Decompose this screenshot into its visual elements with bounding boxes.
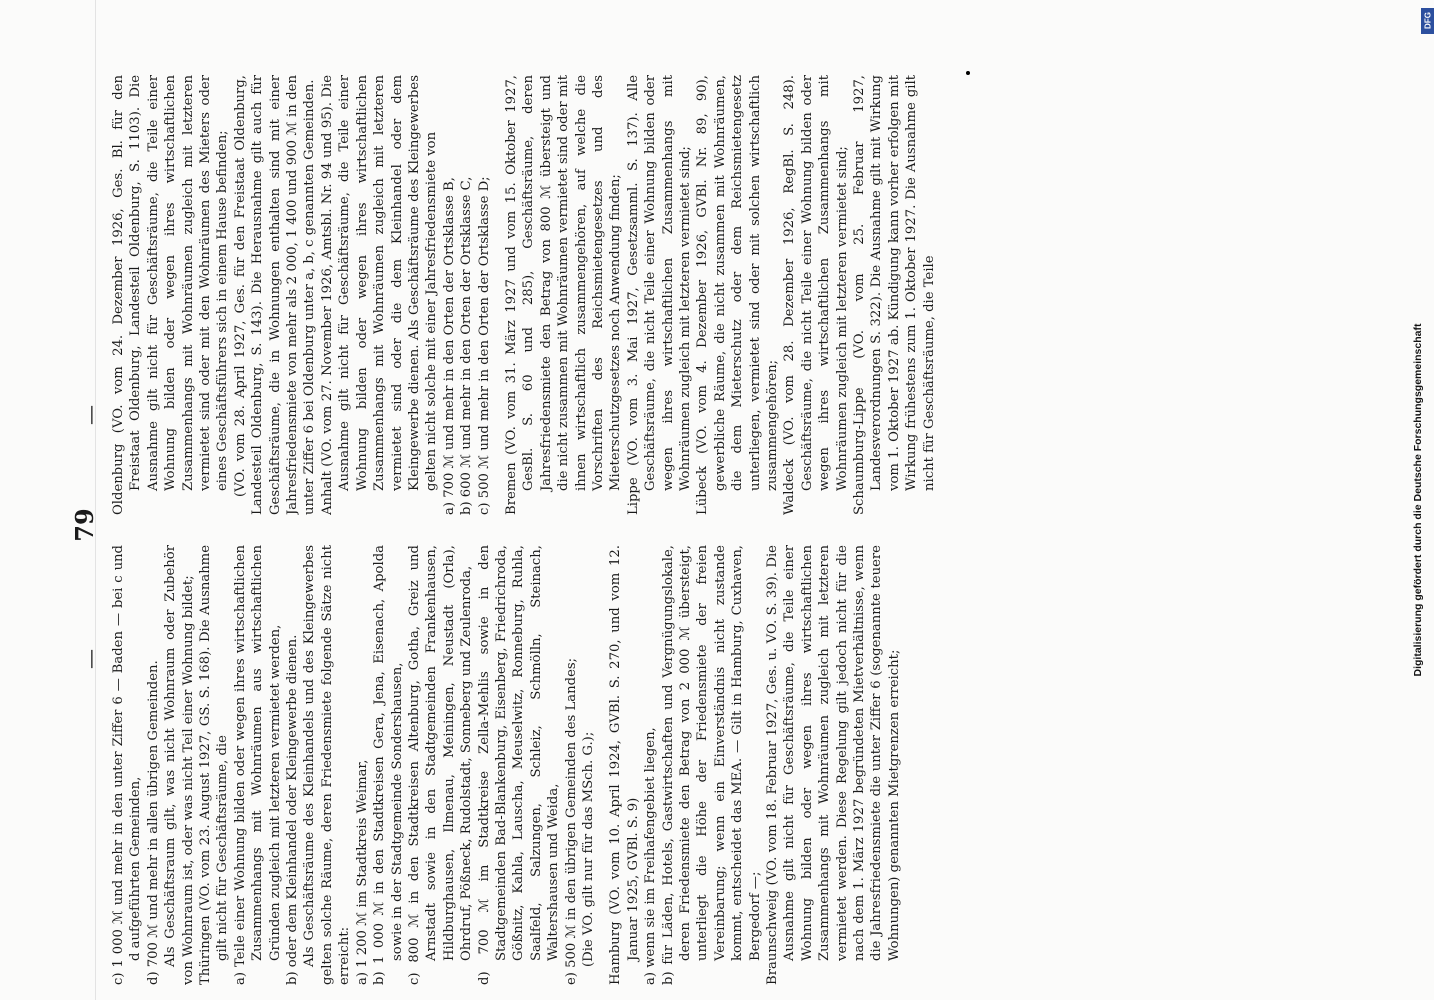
list-item-d-zella-mehlis: d) 700 ℳ im Stadtkreise Zella-Mehlis sowie in den Stadtgemeinden Bad-Blankenburg, Eisenberg, Friedrichroda, Gößnitz, Kahla, Lauscha, Meuselwitz, Ronneburg, Ruhla, Saalfeld, Salzungen, Schleiz, Schmölln, Steinach, Waltershausen und Weida, bbox=[476, 545, 562, 985]
dfg-logo-text: DFG bbox=[1423, 12, 1433, 29]
left-text-column bbox=[110, 545, 1295, 985]
list-item-b-ortsklasse-c: b) 600 ℳ und mehr in den Orten der Ortsklasse C, bbox=[459, 176, 475, 515]
list-item-b-thueringen: b) oder dem Kleinhandel oder Kleingewerbe dienen. bbox=[285, 634, 301, 985]
paragraph-oldenburg: Oldenburg (VO. vom 24. Dezember 1926, Ges. Bl. für den Freistaat Oldenburg, Landesteil Oldenburg, S. 1103). Die Ausnahme gilt nicht für Geschäftsräume, die Teile einer Wohnung bilden oder wegen ihres wirtschaftlichen Zusammenhangs mit Wohnräumen zugleich mit letzteren vermietet sind oder mit den Wohnräumen des Mieters oder eines Geschäftsführers sich in einem Hause befinden; bbox=[111, 75, 231, 515]
list-item-b-laeden-hotels: b) für Läden, Hotels, Gastwirtschaften und Vergnügungslokale, deren Friedensmiete den Betrag von 2 000 ℳ übersteigt, unterliegt die Höhe der Friedensmiete der freien Vereinbarung; wenn ein Einverständnis nicht zustande kommt, entscheidet das MEA. — Gilt in Hamburg, Cuxhaven, Bergedorf —; bbox=[660, 545, 763, 985]
rotated-page-content bbox=[70, 65, 1300, 985]
paragraph-msch-note: (Die VO. gilt nur für das MSch. G.); bbox=[580, 731, 596, 967]
paragraph-kleinhandel: Als Geschäftsräume des Kleinhandels und des Kleingewerbes gelten solche Räume, deren Friedensmiete folgende Sätze nicht erreicht: bbox=[302, 545, 353, 985]
paragraph-waldeck: Waldeck (VO. vom 28. Dezember 1926, RegBl. S. 248). Geschäftsräume, die nicht Teile einer Wohnung bilden oder wegen ihres wirtschaftlichen Zusammenhangs mit Wohnräumen zugleich mit letzteren vermietet sind; bbox=[782, 75, 850, 515]
right-text-column bbox=[110, 75, 1295, 515]
page-number: 79 bbox=[70, 508, 99, 542]
paragraph-luebeck: Lübeck (VO. vom 4. Dezember 1926, GVBl. Nr. 89, 90), gewerbliche Räume, die nicht zusammen mit Wohnräumen, die dem Mieterschutz oder dem Reichsmietengesetz unterliegen, vermietet sind oder mit solchen wirtschaftlich zusammengehören; bbox=[695, 75, 781, 515]
list-item-a-weimar: a) 1 200 ℳ im Stadtkreis Weimar, bbox=[354, 759, 370, 985]
list-item-a-freihafen: a) wenn sie im Freihafengebiet liegen, bbox=[643, 727, 659, 985]
list-item-c-ortsklasse-d: c) 500 ℳ und mehr in den Orten der Ortsklasse D; bbox=[476, 176, 492, 515]
paragraph-schaumburg-lippe: Schaumburg-Lippe (VO. vom 25. Februar 1927, Landesverordnungen S. 322). Die Ausnahme gilt mit Wirkung vom 1. Oktober 1927 ab. Kündigung kann vorher erfolgen mit Wirkung frühestens zum 1. Oktober 1927. Die Ausnahme gilt nicht für Geschäftsräume, die Teile bbox=[852, 75, 937, 515]
paragraph-thueringen: Thüringen (VO. vom 23. August 1927, GS. S. 168). Die Ausnahme gilt nicht für Geschäftsräume, die bbox=[198, 545, 231, 985]
list-item-b-gera-jena: b) 1 000 ℳ in den Stadtkreisen Gera, Jena, Eisenach, Apolda sowie in der Stadtgemeinde Sondershausen, bbox=[372, 545, 405, 985]
paragraph-oldenburg-april: (VO. vom 28. April 1927, Ges. für den Freistaat Oldenburg, Landesteil Oldenburg, S. 143). Die Herausnahme gilt auch für Geschäftsräume, die in Wohnungen enthalten sind mit einer Jahresfriedensmiete von mehr als 2 000, 1 400 und 900 ℳ in den unter Ziffer 6 bei Oldenburg unter a, b, c genannten Gemeinden. bbox=[232, 75, 318, 515]
page-header bbox=[70, 65, 110, 985]
paragraph-bremen: Bremen (VO. vom 31. März 1927 und vom 15. Oktober 1927, GesBl. S. 60 und 285), Geschäftsräume, deren Jahresfriedensmiete den Betrag von 800 ℳ übersteigt und die nicht zusammen mit Wohnräumen vermietet sind oder mit ihnen wirtschaftlich zusammengehören, auf welche die Vorschriften des Reichsmietengesetzes und des Mieterschutzgesetzes noch Anwendung finden; bbox=[503, 75, 624, 515]
header-dash-right: — bbox=[78, 405, 102, 425]
paragraph-anhalt: Anhalt (VO. vom 27. November 1926, Amtsbl. Nr. 94 und 95). Die Ausnahme gilt nicht für Geschäftsräume, die Teile einer Wohnung bilden oder wegen ihres wirtschaftlichen Zusammenhangs mit Wohnräumen zugleich mit letzteren vermietet sind oder die dem Kleinhandel oder dem Kleingewerbe dienen. Als Geschäftsräume des Kleingewerbes gelten nicht solche mit einer Jahresfriedensmiete von bbox=[319, 75, 440, 515]
digitization-credit: Digitalisierung gefördert durch die Deutsche Forschungsgemeinschaft bbox=[1412, 323, 1424, 677]
paragraph-lippe: Lippe (VO. vom 3. Mai 1927, Gesetzsamml. S. 137). Alle Geschäftsräume, die nicht Teile einer Wohnung bilden oder wegen ihres wirtschaftlichen Zusammenhangs mit Wohnräumen zugleich mit letzteren vermietet sind; bbox=[625, 75, 693, 515]
list-item-d-other-communities: d) 700 ℳ und mehr in allen übrigen Gemeinden. bbox=[145, 660, 161, 985]
list-item-a-ortsklasse-b: a) 700 ℳ und mehr in den Orten der Ortsklasse B, bbox=[441, 177, 457, 515]
paragraph-hamburg: Hamburg (VO. vom 10. April 1924, GVBl. S. 270, und vom 12. Januar 1925, GVBl. S. 9) bbox=[608, 545, 641, 985]
list-item-c-baden: c) 1 000 ℳ und mehr in den unter Ziffer 6 — Baden — bei c und d aufgeführten Gemeinden, bbox=[111, 545, 144, 985]
list-item-a-thueringen: a) Teile einer Wohnung bilden oder wegen ihres wirtschaftlichen Zusammenhangs mit Wohnräumen aus wirtschaftlichen Gründen zugleich mit letzteren vermietet werden, bbox=[232, 545, 283, 985]
dfg-logo-icon bbox=[1421, 8, 1434, 34]
paragraph-braunschweig: Braunschweig (VO. vom 18. Februar 1927, Ges. u. VO. S. 39). Die Ausnahme gilt nicht für Geschäftsräume, die Teile einer Wohnung bilden oder wegen ihres wirtschaftlichen Zusammenhangs mit Wohnräumen zugleich mit letzteren vermietet werden. Diese Regelung gilt jedoch nicht für die nach dem 1. März 1927 begründeten Mietverhältnisse, wenn die Jahresfriedensmiete die unter Ziffer 6 (sogenannte teuere Wohnungen) genannten Mietgrenzen erreicht; bbox=[765, 545, 902, 985]
list-item-e-other-communities: e) 500 ℳ in den übrigen Gemeinden des Landes; bbox=[563, 657, 579, 985]
paragraph-geschaeftsraum-definition: Als Geschäftsraum gilt, was nicht Wohnraum oder Zubehör von Wohnraum ist, oder was nicht Teil einer Wohnung bildet; bbox=[163, 545, 196, 985]
header-dash-left: — bbox=[78, 649, 102, 669]
list-item-c-altenburg: c) 800 ℳ in den Stadtkreisen Altenburg, Gotha, Greiz und Arnstadt sowie in den Stadtgemeinden Frankenhausen, Hildburghausen, Ilmenau, Meiningen, Neustadt (Orla), Ohrdruf, Pößneck, Rudolstadt, Sonneberg und Zeulenroda, bbox=[406, 545, 475, 985]
